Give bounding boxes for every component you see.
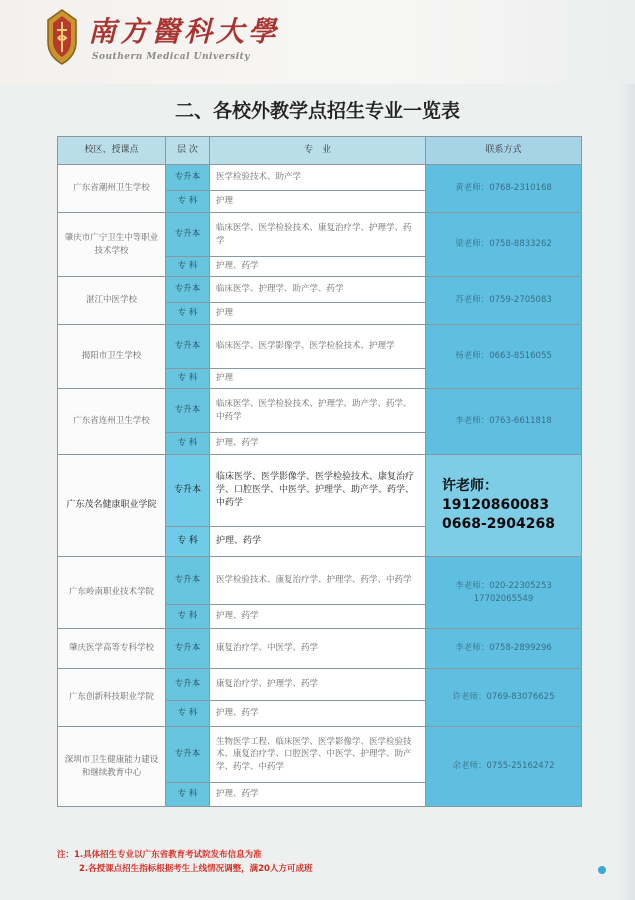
contact-cell — [426, 165, 582, 213]
campus-cell: 广东茂名健康职业学院 — [58, 455, 166, 557]
level-cell: 专升本 — [166, 213, 210, 257]
level-cell: 专 科 — [166, 257, 210, 277]
major-cell: 护理 — [210, 369, 426, 389]
table-row — [58, 629, 582, 669]
table-row — [58, 455, 582, 527]
level-cell: 专升本 — [166, 727, 210, 783]
campus-cell: 广东省连州卫生学校 — [58, 389, 166, 455]
contact-cell — [426, 629, 582, 669]
university-logo-text: 南方醫科大學 — [88, 15, 281, 48]
table-body — [58, 165, 582, 807]
contact-cell — [426, 389, 582, 455]
level-cell: 专 科 — [166, 701, 210, 727]
major-cell: 护理、药学 — [210, 783, 426, 807]
campus-cell: 肇庆医学高等专科学校 — [58, 629, 166, 669]
note-1: 注：1.具体招生专业以广东省教育考试院发布信息为准 — [57, 850, 262, 860]
enrollment-table-wrapper — [57, 136, 582, 807]
contact-line: 李老师：0758-2899296 — [455, 643, 552, 654]
level-cell: 专升本 — [166, 277, 210, 303]
level-cell: 专升本 — [166, 325, 210, 369]
contact-line: 许老师： — [442, 478, 498, 495]
contact-line: 梁老师：0758-8833262 — [455, 239, 552, 250]
enrollment-table — [57, 136, 582, 807]
table-row — [58, 165, 582, 191]
page-title: 二、各校外教学点招生专业一览表 — [174, 100, 460, 122]
contact-cell — [426, 669, 582, 727]
level-cell: 专 科 — [166, 433, 210, 455]
campus-cell: 深圳市卫生健康能力建设和继续教育中心 — [58, 727, 166, 807]
level-cell: 专 科 — [166, 605, 210, 629]
scan-mark-dot — [598, 866, 606, 874]
campus-cell: 湛江中医学校 — [58, 277, 166, 325]
major-cell: 医学检验技术、康复治疗学、护理学、药学、中药学 — [210, 557, 426, 605]
note-2: 2.各授课点招生指标根据考生上线情况调整，满20人方可成班 — [79, 864, 313, 875]
contact-line: 19120860083 — [442, 497, 550, 514]
notes — [57, 848, 617, 876]
contact-cell — [426, 557, 582, 629]
table-row — [58, 669, 582, 701]
level-cell: 专 科 — [166, 369, 210, 389]
contact-line: 0668-2904268 — [442, 515, 555, 532]
contact-line: 李老师：0763-6611818 — [455, 416, 552, 427]
university-emblem-icon — [44, 8, 80, 66]
contact-cell — [426, 325, 582, 389]
contact-cell — [426, 213, 582, 277]
header-contact: 联系方式 — [426, 137, 582, 165]
level-cell: 专升本 — [166, 389, 210, 433]
contact-line: 李老师：020-22305253 — [455, 581, 552, 592]
major-cell: 医学检验技术、助产学 — [210, 165, 426, 191]
major-cell: 临床医学、医学影像学、医学检验技术、康复治疗学、口腔医学、中医学、护理学、助产学、药学、中药学 — [210, 455, 426, 527]
level-cell: 专 科 — [166, 527, 210, 557]
major-cell: 临床医学、医学影像学、医学检验技术、护理学 — [210, 325, 426, 369]
contact-line: 许老师：0769-83076625 — [452, 692, 555, 703]
major-cell: 康复治疗学、中医学、药学 — [210, 629, 426, 669]
level-cell: 专升本 — [166, 455, 210, 527]
table-row — [58, 213, 582, 257]
campus-cell: 揭阳市卫生学校 — [58, 325, 166, 389]
contact-line: 17702065549 — [473, 593, 534, 604]
major-cell: 临床医学、医学检验技术、康复治疗学、护理学、药学 — [210, 213, 426, 257]
major-cell: 护理、药学 — [210, 433, 426, 455]
page-edge-shadow — [617, 84, 635, 900]
table-row — [58, 557, 582, 605]
campus-cell: 广东岭南职业技术学院 — [58, 557, 166, 629]
contact-cell — [426, 727, 582, 807]
level-cell: 专升本 — [166, 669, 210, 701]
level-cell: 专升本 — [166, 557, 210, 605]
major-cell: 临床医学、医学检验技术、护理学、助产学、药学、中药学 — [210, 389, 426, 433]
major-cell: 护理 — [210, 191, 426, 213]
table-row — [58, 389, 582, 433]
level-cell: 专 科 — [166, 303, 210, 325]
header-banner — [0, 0, 635, 84]
header-major: 专 业 — [210, 137, 426, 165]
table-row — [58, 325, 582, 369]
table-row — [58, 727, 582, 783]
level-cell: 专 科 — [166, 191, 210, 213]
level-cell: 专升本 — [166, 629, 210, 669]
university-logo-english: Southern Medical University — [92, 52, 251, 62]
major-cell: 护理、药学 — [210, 605, 426, 629]
level-cell: 专 科 — [166, 783, 210, 807]
campus-cell: 广东创新科技职业学院 — [58, 669, 166, 727]
major-cell: 护理、药学 — [210, 257, 426, 277]
major-cell: 护理、药学 — [210, 527, 426, 557]
major-cell: 康复治疗学、护理学、药学 — [210, 669, 426, 701]
major-cell: 护理 — [210, 303, 426, 325]
table-header-row — [58, 137, 582, 165]
campus-cell: 广东省潮州卫生学校 — [58, 165, 166, 213]
major-cell: 护理、药学 — [210, 701, 426, 727]
contact-line: 杨老师：0663-8516055 — [455, 351, 552, 362]
contact-line: 黄老师：0768-2310168 — [455, 183, 552, 194]
header-level: 层 次 — [166, 137, 210, 165]
campus-cell: 肇庆市广宁卫生中等职业技术学校 — [58, 213, 166, 277]
table-row — [58, 277, 582, 303]
contact-line: 余老师：0755-25162472 — [452, 761, 555, 772]
contact-cell — [426, 277, 582, 325]
contact-cell — [426, 455, 582, 557]
level-cell: 专升本 — [166, 165, 210, 191]
header-campus: 校区、授课点 — [58, 137, 166, 165]
major-cell: 临床医学、护理学、助产学、药学 — [210, 277, 426, 303]
contact-line: 苏老师：0759-2705083 — [455, 295, 552, 306]
major-cell: 生物医学工程、临床医学、医学影像学、医学检验技术、康复治疗学、口腔医学、中医学、护理学、助产学、药学、中药学 — [210, 727, 426, 783]
